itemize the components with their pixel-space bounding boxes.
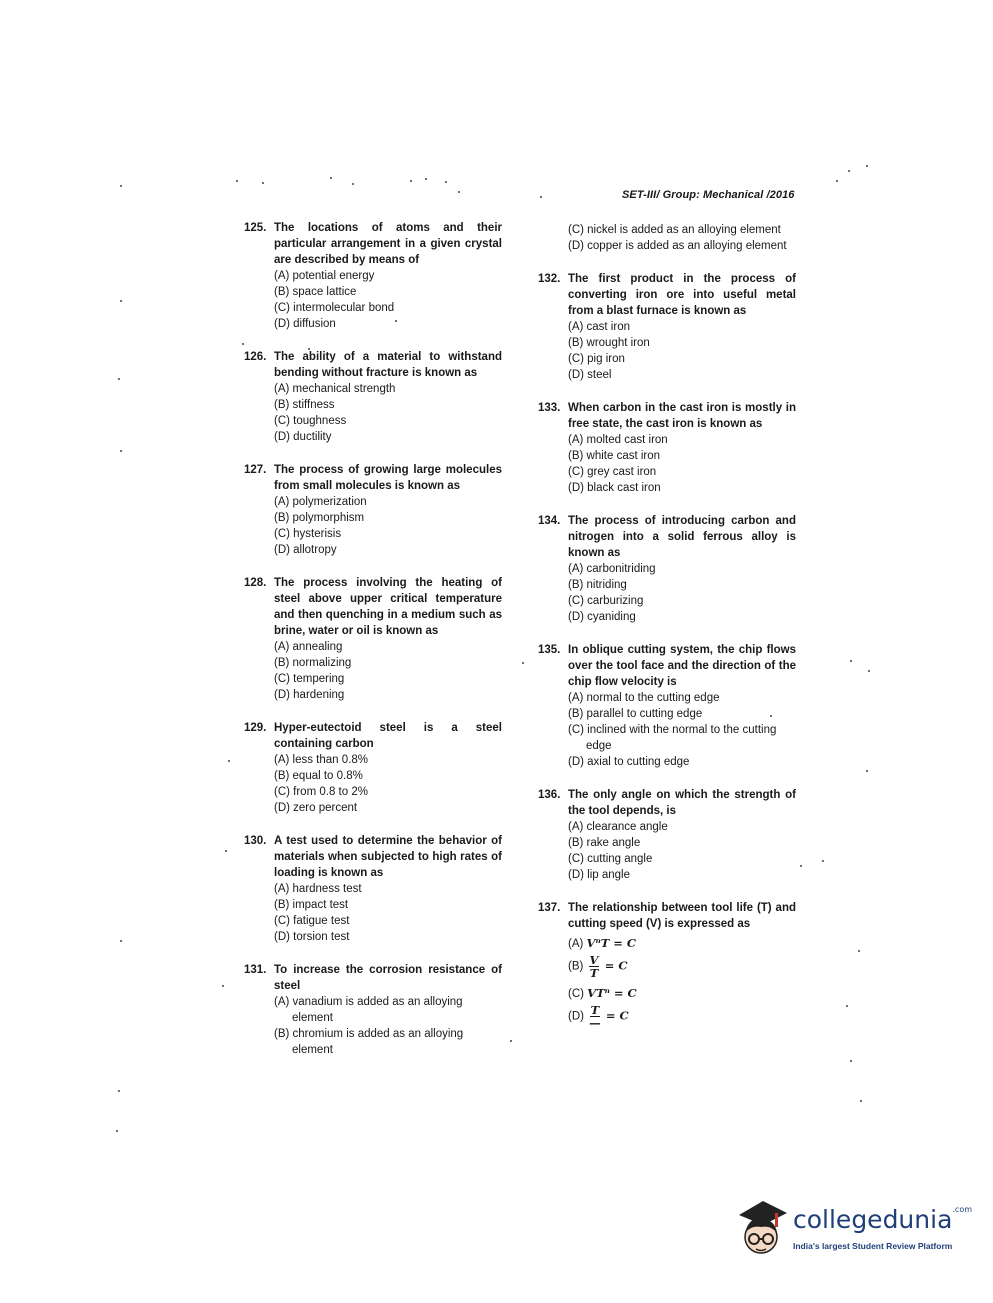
option-b: (B) wrought iron: [568, 337, 650, 349]
question-125: [244, 220, 502, 332]
option-c: (C) from 0.8 to 2%: [274, 786, 368, 798]
question-number: 130.: [244, 835, 267, 847]
question-133: [538, 400, 796, 496]
scan-speck: [540, 196, 542, 198]
option-b: (B) polymorphism: [274, 512, 365, 524]
question-137: [538, 900, 796, 1029]
scan-speck: [850, 660, 852, 662]
formula-c: VTⁿ = C: [587, 986, 637, 1000]
option-b: (B) equal to 0.8%: [274, 770, 363, 782]
option-d: (D) hardening: [274, 689, 345, 701]
option-d: (D) torsion test: [274, 931, 350, 943]
scan-speck: [510, 1040, 512, 1042]
option-c: (C) pig iron: [568, 353, 625, 365]
scan-speck: [868, 670, 870, 672]
scan-speck: [395, 320, 397, 322]
question-stem: The process involving the heating of steel above upper critical temperature and then quenching in a medium such as brine, water or oil is known as: [274, 577, 502, 637]
scan-speck: [225, 850, 227, 852]
question-130: [244, 833, 502, 945]
question-stem: The process of introducing carbon and nitrogen into a solid ferrous alloy is known as: [568, 515, 796, 559]
question-stem: In oblique cutting system, the chip flows over the tool face and the direction of the chip flow velocity is: [568, 644, 796, 688]
option-b: (B) parallel to cutting edge: [568, 708, 703, 720]
option-b: (B) rake angle: [568, 837, 641, 849]
question-129: [244, 720, 502, 816]
logo-wordmark: collegedunia$^{.com}$: [793, 1205, 973, 1234]
option-c: (C) inclined with the normal to the cutting edge: [568, 724, 777, 752]
question-stem: The locations of atoms and their particular arrangement in a given crystal are described by means of: [274, 222, 502, 266]
scan-speck: [848, 170, 850, 172]
option-c: (C) intermolecular bond: [274, 302, 395, 314]
option-c: (C) VTⁿ = C: [568, 986, 637, 1000]
question-128: [244, 575, 502, 703]
question-stem: Hyper-eutectoid steel is a steel containing carbon: [274, 722, 502, 750]
option-d: (D) black cast iron: [568, 482, 661, 494]
scan-speck: [522, 662, 524, 664]
scan-speck: [858, 950, 860, 952]
question-131-continuation: [538, 222, 796, 254]
formula-a: VⁿT = C: [586, 936, 637, 950]
scan-speck: [352, 183, 354, 185]
question-132: [538, 271, 796, 383]
question-number: 136.: [538, 789, 561, 801]
scan-speck: [236, 180, 238, 182]
question-136: [538, 787, 796, 883]
scan-speck: [458, 191, 460, 193]
question-number: 132.: [538, 273, 561, 285]
option-a: (A) VⁿT = C: [568, 936, 637, 950]
question-131: [244, 962, 502, 1058]
scan-speck: [860, 1100, 862, 1102]
option-a: (A) polymerization: [274, 496, 367, 508]
scan-speck: [822, 860, 824, 862]
option-d: (D) $\frac{T}{—}$ = C: [568, 1003, 629, 1030]
student-mascot-icon: [731, 1197, 791, 1261]
option-d: (D) copper is added as an alloying element: [568, 240, 787, 252]
scan-speck: [770, 715, 772, 717]
scan-speck: [120, 450, 122, 452]
option-d: (D) zero percent: [274, 802, 358, 814]
scan-speck: [866, 770, 868, 772]
scan-speck: [308, 348, 310, 350]
question-stem: The only angle on which the strength of the tool depends, is: [568, 789, 796, 817]
option-a: (A) carbonitriding: [568, 563, 656, 575]
question-number: 131.: [244, 964, 267, 976]
option-a: (A) molted cast iron: [568, 434, 668, 446]
question-stem: The ability of a material to withstand bending without fracture is known as: [274, 351, 502, 379]
question-number: 137.: [538, 902, 561, 914]
option-c: (C) tempering: [274, 673, 345, 685]
option-a: (A) cast iron: [568, 321, 630, 333]
scan-speck: [445, 181, 447, 183]
question-stem: The process of growing large molecules from small molecules is known as: [274, 464, 502, 492]
option-c: (C) hysterisis: [274, 528, 342, 540]
option-a: (A) hardness test: [274, 883, 362, 895]
scan-speck: [836, 180, 838, 182]
formula-d-fraction: $\frac{T}{—}$: [589, 1003, 601, 1030]
scan-speck: [116, 1130, 118, 1132]
option-c: (C) cutting angle: [568, 853, 653, 865]
option-d: (D) cyaniding: [568, 611, 636, 623]
scan-speck: [800, 865, 802, 867]
logo-tagline: India's largest Student Review Platform: [793, 1241, 953, 1251]
option-a: (A) mechanical strength: [274, 383, 396, 395]
question-stem: The relationship between tool life (T) and cutting speed (V) is expressed as: [568, 902, 796, 930]
scan-speck: [850, 1060, 852, 1062]
option-a: (A) annealing: [274, 641, 343, 653]
scan-speck: [120, 300, 122, 302]
question-number: 129.: [244, 722, 267, 734]
question-number: 133.: [538, 402, 561, 414]
question-126: [244, 349, 502, 445]
right-column: [538, 222, 796, 1046]
question-134: [538, 513, 796, 625]
question-stem: To increase the corrosion resistance of steel: [274, 964, 502, 992]
option-b: (B) impact test: [274, 899, 349, 911]
scan-speck: [118, 378, 120, 380]
question-number: 125.: [244, 222, 267, 234]
question-135: [538, 642, 796, 770]
option-b: (B) white cast iron: [568, 450, 661, 462]
option-a: (A) vanadium is added as an alloying element: [274, 996, 463, 1024]
scan-speck: [866, 165, 868, 167]
option-d: (D) ductility: [274, 431, 332, 443]
option-c: (C) carburizing: [568, 595, 644, 607]
scan-speck: [846, 1005, 848, 1007]
question-number: 128.: [244, 577, 267, 589]
scan-speck: [222, 985, 224, 987]
option-d: (D) diffusion: [274, 318, 336, 330]
collegedunia-logo: [727, 1195, 973, 1265]
option-c: (C) grey cast iron: [568, 466, 657, 478]
question-stem: The first product in the process of converting iron ore into useful metal from a blast furnace is known as: [568, 273, 796, 317]
formula-b-fraction: $\frac{V}{T}$: [589, 953, 599, 980]
scan-speck: [242, 343, 244, 345]
scan-speck: [120, 185, 122, 187]
option-b: (B) space lattice: [274, 286, 357, 298]
page-header: SET-III/ Group: Mechanical /2016: [622, 189, 795, 201]
option-a: (A) normal to the cutting edge: [568, 692, 720, 704]
option-c: (C) nickel is added as an alloying element: [568, 224, 781, 236]
option-c: (C) toughness: [274, 415, 347, 427]
scan-speck: [118, 1090, 120, 1092]
option-c: (C) fatigue test: [274, 915, 350, 927]
question-number: 126.: [244, 351, 267, 363]
question-stem: When carbon in the cast iron is mostly in free state, the cast iron is known as: [568, 402, 796, 430]
question-number: 134.: [538, 515, 561, 527]
scan-speck: [120, 940, 122, 942]
option-d: (D) steel: [568, 369, 612, 381]
scan-speck: [410, 180, 412, 182]
option-b: (B) normalizing: [274, 657, 352, 669]
option-b: (B) stiffness: [274, 399, 335, 411]
option-a: (A) clearance angle: [568, 821, 668, 833]
scan-speck: [330, 177, 332, 179]
option-a: (A) potential energy: [274, 270, 375, 282]
question-number: 135.: [538, 644, 561, 656]
scan-speck: [425, 178, 427, 180]
option-b: (B) chromium is added as an alloying element: [274, 1028, 464, 1056]
option-b: (B) $\frac{V}{T}$ = C: [568, 953, 628, 980]
option-d: (D) allotropy: [274, 544, 337, 556]
question-stem: A test used to determine the behavior of materials when subjected to high rates of loading is known as: [274, 835, 502, 879]
option-d: (D) axial to cutting edge: [568, 756, 690, 768]
option-d: (D) lip angle: [568, 869, 630, 881]
option-b: (B) nitriding: [568, 579, 627, 591]
option-a: (A) less than 0.8%: [274, 754, 368, 766]
left-column: [244, 220, 502, 1075]
question-number: 127.: [244, 464, 267, 476]
question-127: [244, 462, 502, 558]
scan-speck: [228, 760, 230, 762]
scan-speck: [262, 182, 264, 184]
